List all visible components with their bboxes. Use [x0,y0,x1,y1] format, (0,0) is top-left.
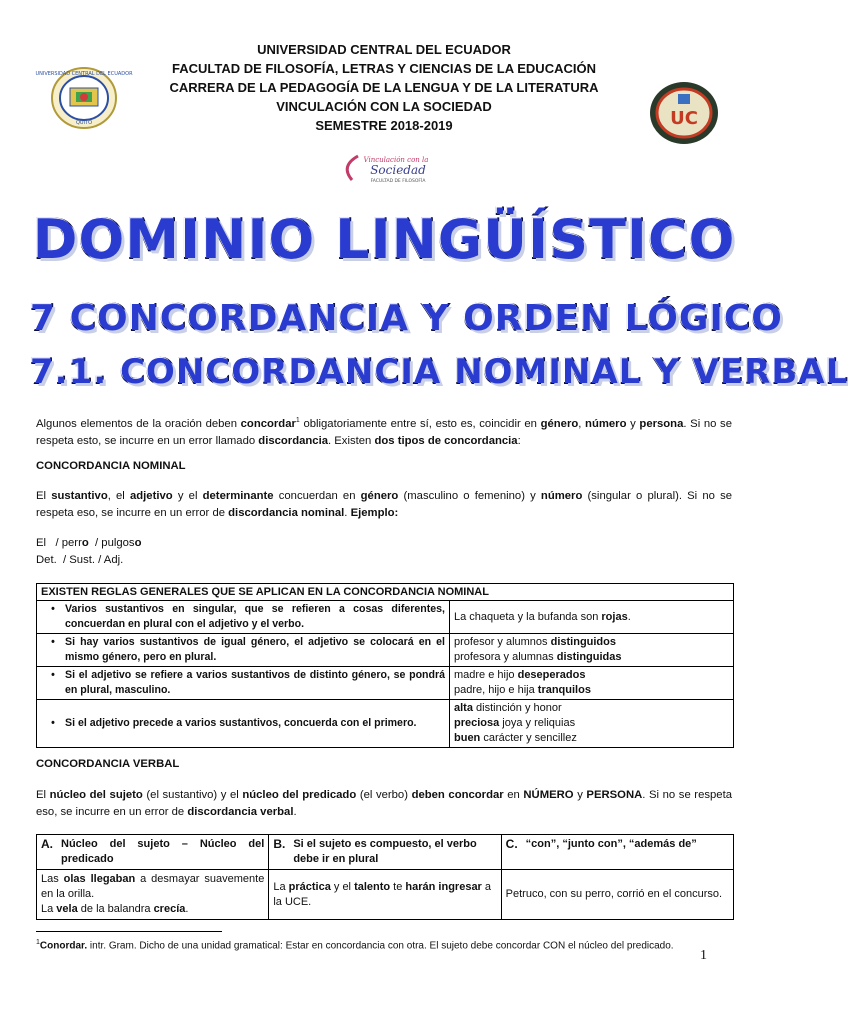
table-header: EXISTEN REGLAS GENERALES QUE SE APLICAN EN LA CONCORDANCIA NOMINAL [37,584,734,601]
table-header-row: A. Núcleo del sujeto – Núcleo del predicado B. Si el sujeto es compuesto, el verbo debe ir en plural C. “con”, “junto con”, “además de” [37,835,734,870]
header-line: FACULTAD DE FILOSOFÍA, LETRAS Y CIENCIAS DE LA EDUCACIÓN [172,61,596,76]
page-number: 1 [700,948,707,963]
logo-text-sub: FACULTAD DE FILOSOFÍA [370,179,426,184]
section-title: 7.1. CONCORDANCIA NOMINAL Y VERBAL [30,352,848,392]
table-row: Las olas llegaban a desmayar suavemente en la orilla. La vela de la balandra crecía. La práctica y el talento te harán ingresar a la UCE. Petruco, con su perro, corrió en el concurso. [37,870,734,920]
table-row: • Si hay varios sustantivos de igual género, el adjetivo se colocará en el mismo género, pero en plural. profesor y alumnos distinguidos profesora y alumnas distinguidas [37,634,734,667]
header-line: SEMESTRE 2018-2019 [315,118,453,133]
university-header [120,40,648,135]
university-seal-logo [35,66,133,130]
verbal-paragraph: El núcleo del sujeto (el sustantivo) y el núcleo del predicado (el verbo) deben concordar en NÚMERO y PERSONA. Si no se respeta eso, se incurre en un error de discordancia verbal. [36,789,732,818]
header-line: VINCULACIÓN CON LA SOCIEDAD [276,99,492,114]
table-row: • Si el adjetivo se refiere a varios sustantivos de distinto género, se pondrá en plural, masculino. madre e hijo deseperados padre, hijo e hija tranquilos [37,667,734,700]
section-heading-nominal: CONCORDANCIA NOMINAL [36,460,186,472]
nominal-paragraph: El sustantivo, el adjetivo y el determinante concuerdan en género (masculino o femenino) y número (singular o plural). Si no se respeta eso, se incurre en un error de discordancia nominal. Ejemplo: [36,490,733,519]
faculty-seal-logo [648,80,720,146]
footnote: $^1$Conordar. intr. Gram. Dicho de una unidad gramatical: Estar en concordancia con otra. El sujeto debe concordar CON el núcleo del predicado. [36,939,674,952]
logo-text: Vinculación con la [363,156,429,164]
nominal-example: El / perro / pulgoso Det. / Sust. / Adj. [36,537,142,566]
header-line: CARRERA DE LA PEDAGOGÍA DE LA LENGUA Y DE LA LITERATURA [169,80,599,95]
seal-text-bottom: QUITO [75,120,93,126]
header-line: UNIVERSIDAD CENTRAL DEL ECUADOR [257,42,511,57]
nominal-rules-table [36,583,734,748]
footnote-ref[interactable]: 1 [295,417,300,424]
logo-text-main: Sociedad [370,163,426,177]
verbal-rules-table [36,834,734,920]
chapter-title: 7 CONCORDANCIA Y ORDEN LÓGICO [30,298,783,339]
vinculacion-logo [336,150,454,184]
section-heading-verbal: CONCORDANCIA VERBAL [36,758,180,770]
footnote-divider [36,931,222,932]
intro-paragraph: Algunos elementos de la oración deben concordar$^1$ obligatoriamente entre sí, esto es, coincidir en género, número y persona. Si no se respeta esto, se incurre en un error llamado discordancia. Existen dos tipos de concordancia: [36,417,732,447]
main-title: DOMINIO LINGÜÍSTICO [32,208,736,271]
table-row: • Si el adjetivo precede a varios sustantivos, concuerda con el primero. alta distinción y honor preciosa joya y reliquias buen carácter y sencillez [37,700,734,748]
table-row: • Varios sustantivos en singular, que se refieren a cosas diferentes, concuerdan en plural con el adjetivo y el verbo. La chaqueta y la bufanda son rojas. [37,601,734,634]
seal-letters: UC [670,108,698,129]
seal-text: UNIVERSIDAD CENTRAL DEL ECUADOR [35,71,133,77]
